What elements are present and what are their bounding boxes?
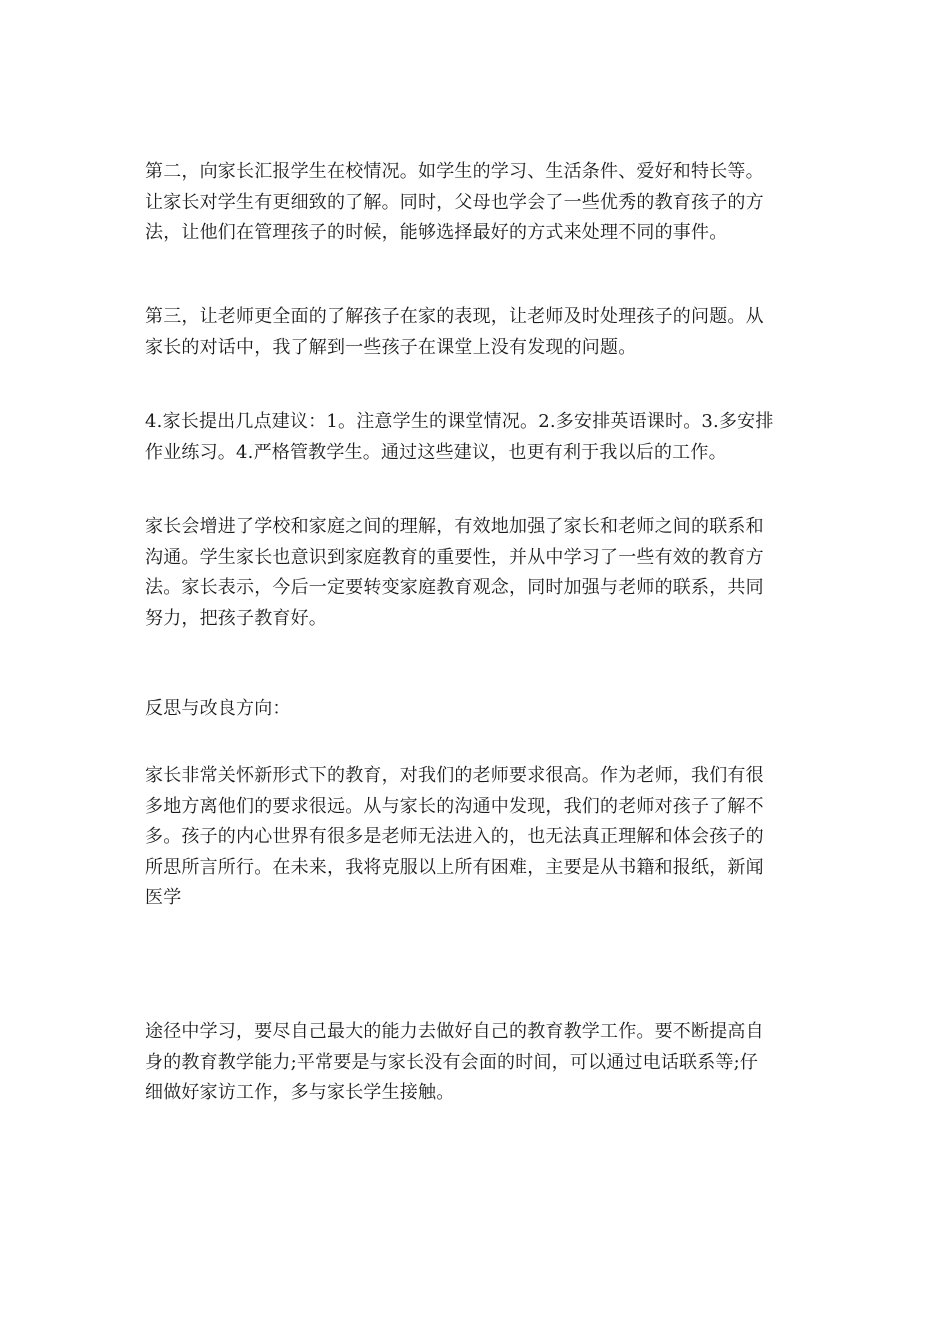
paragraph-report-to-parents: 第二，向家长汇报学生在校情况。如学生的学习、生活条件、爱好和特长等。 让家长对学生有更细致的了解。同时，父母也学会了一些优秀的教育孩子的方 法，让他们在管理孩子的时候，能够选择最好的方式来处理不同的事件。	[145, 161, 764, 243]
paragraph-improvement-plan: 途径中学习，要尽自己最大的能力去做好自己的教育教学工作。要不断提高自 身的教育教学能力;平常要是与家长没有会面的时间，可以通过电话联系等;仔 细做好家访工作，多与家长学生接触。	[145, 1021, 764, 1103]
paragraph-parent-suggestions: 4.家长提出几点建议：1。注意学生的课堂情况。2.多安排英语课时。3.多安排 作业练习。4.严格管教学生。通过这些建议，也更有利于我以后的工作。	[145, 411, 774, 463]
paragraph-meeting-outcome: 家长会增进了学校和家庭之间的理解，有效地加强了家长和老师之间的联系和 沟通。学生家长也意识到家庭教育的重要性，并从中学习了一些有效的教育方 法。家长表示，今后一定要转变家庭教育观念，同时加强与老师的联系，共同 努力，把孩子教育好。	[145, 516, 764, 629]
paragraph-reflection-body: 家长非常关怀新形式下的教育，对我们的老师要求很高。作为老师，我们有很 多地方离他们的要求很远。从与家长的沟通中发现，我们的老师对孩子了解不 多。孩子的内心世界有很多是老师无法进入的，也无法真正理解和体会孩子的 所思所言所行。在未来，我将克服以上所有困难，主要是从书籍和报纸，新闻 医学	[145, 765, 764, 908]
section-heading-reflection: 反思与改良方向：	[145, 698, 291, 719]
paragraph-teacher-understanding: 第三，让老师更全面的了解孩子在家的表现，让老师及时处理孩子的问题。从 家长的对话中，我了解到一些孩子在课堂上没有发现的问题。	[145, 306, 764, 358]
